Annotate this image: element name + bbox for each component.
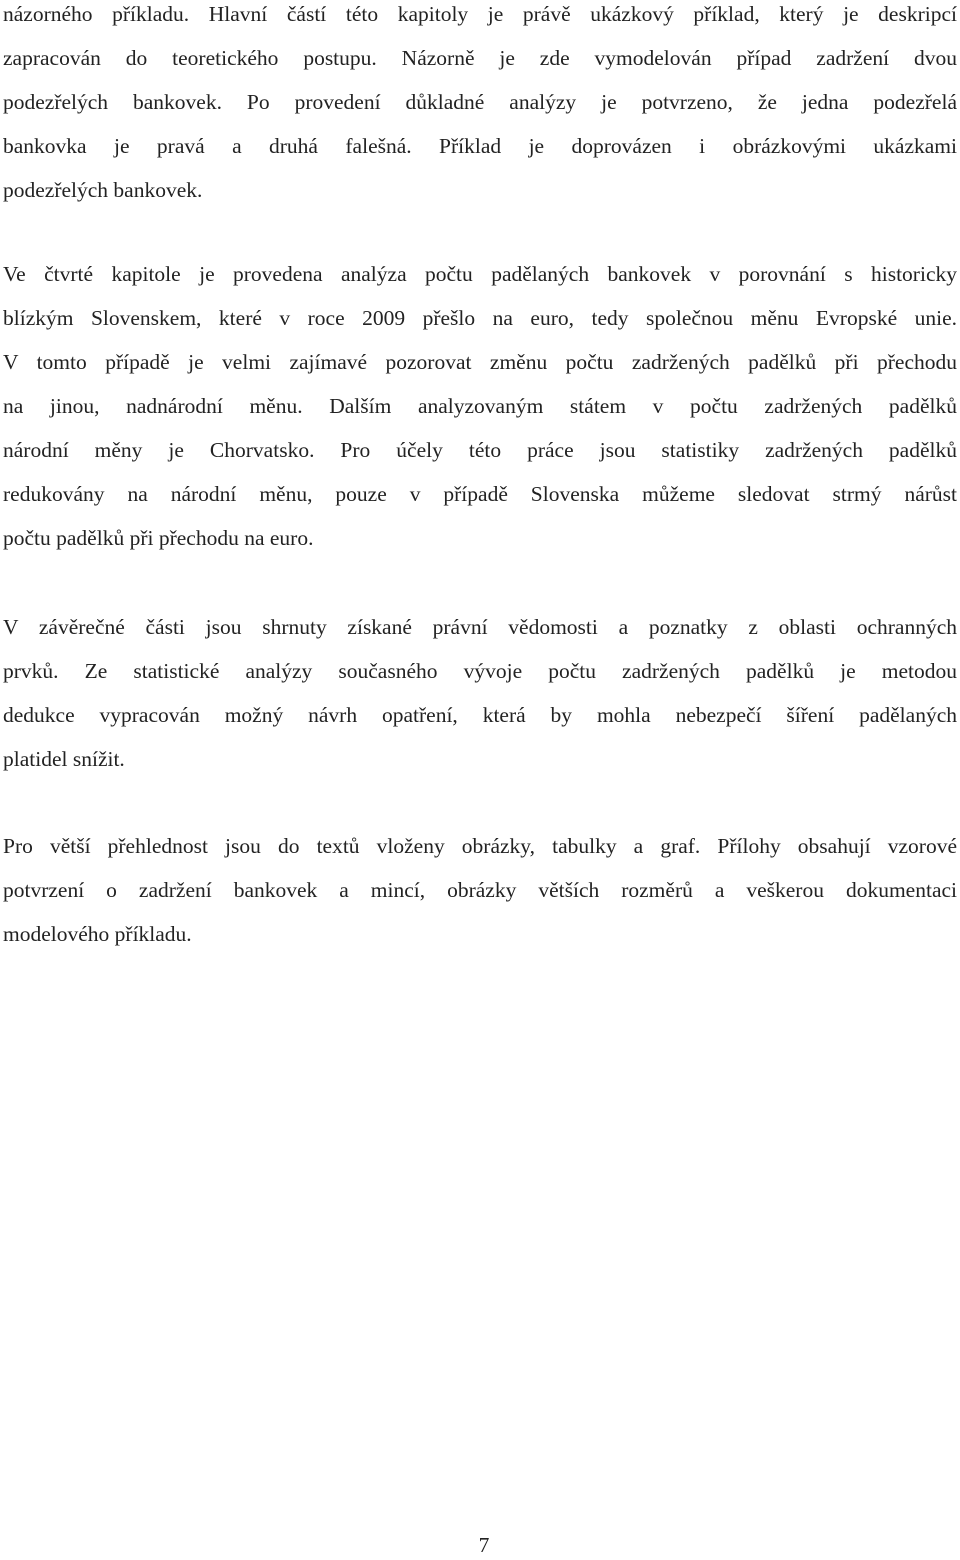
text-line: Ve čtvrté kapitole je provedena analýza počtu padělaných bankovek v porovnání s historicky [3, 262, 957, 286]
text-line: národní měny je Chorvatsko. Pro účely této práce jsou statistiky zadržených padělků [3, 438, 957, 462]
text-line: bankovka je pravá a druhá falešná. Příklad je doprovázen i obrázkovými ukázkami [3, 134, 957, 158]
text-line: platidel snížit. [3, 747, 125, 771]
paragraph-example-chapter [3, 0, 957, 212]
text-line: počtu padělků při přechodu na euro. [3, 526, 314, 550]
text-line: podezřelých bankovek. [3, 178, 203, 202]
text-line: podezřelých bankovek. Po provedení důkladné analýzy je potvrzeno, že jedna podezřelá [3, 90, 957, 114]
paragraph-final-part [3, 605, 957, 781]
text-line: potvrzení o zadržení bankovek a mincí, obrázky větších rozměrů a veškerou dokumentaci [3, 878, 957, 902]
text-line: dedukce vypracován možný návrh opatření, která by mohla nebezpečí šíření padělaných [3, 703, 957, 727]
paragraph-fourth-chapter [3, 252, 957, 560]
text-line: modelového příkladu. [3, 922, 192, 946]
page-number: 7 [478, 1533, 490, 1557]
text-line: prvků. Ze statistické analýzy současného vývoje počtu zadržených padělků je metodou [3, 659, 957, 683]
paragraph-clarity-note [3, 824, 957, 956]
text-line: názorného příkladu. Hlavní částí této kapitoly je právě ukázkový příklad, který je deskripcí [3, 2, 957, 26]
text-line: V tomto případě je velmi zajímavé pozorovat změnu počtu zadržených padělků při přechodu [3, 350, 957, 374]
text-line: zapracován do teoretického postupu. Názorně je zde vymodelován případ zadržení dvou [3, 46, 957, 70]
text-line: redukovány na národní měnu, pouze v případě Slovenska můžeme sledovat strmý nárůst [3, 482, 957, 506]
text-line: blízkým Slovenskem, které v roce 2009 přešlo na euro, tedy společnou měnu Evropské unie. [3, 306, 957, 330]
text-line: V závěrečné části jsou shrnuty získané právní vědomosti a poznatky z oblasti ochranných [3, 615, 957, 639]
text-line: na jinou, nadnárodní měnu. Dalším analyzovaným státem v počtu zadržených padělků [3, 394, 957, 418]
text-line: Pro větší přehlednost jsou do textů vloženy obrázky, tabulky a graf. Přílohy obsahují vzorové [3, 834, 957, 858]
